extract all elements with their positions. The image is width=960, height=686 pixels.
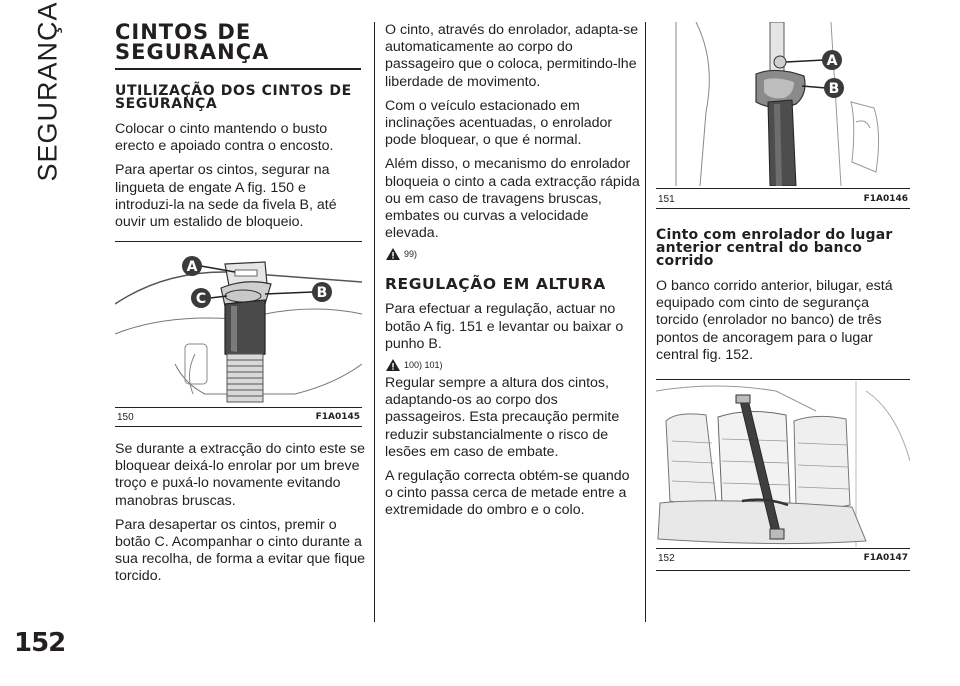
warning-note-2-ref: 100) 101) bbox=[404, 360, 443, 371]
paragraph-locking: Além disso, o mecanismo do enrolador bloqueia o cinto a cada extracção rápida ou em caso de travagens bruscas, embates ou curvas a velocidade elevada. bbox=[385, 156, 640, 242]
paragraph-extraction: Se durante a extracção do cinto este se bloquear deixá-lo enrolar por um breve troço e puxá-lo novamente evitando manobras bruscas. bbox=[115, 441, 366, 509]
paragraph-center-seat: O banco corrido anterior, bilugar, está equipado com cinto de segurança torcido (enrolador no banco) de três pontos de ancoragem para o lugar central fig. 152. bbox=[656, 278, 893, 363]
side-label-text: SEGURANÇA bbox=[32, 0, 63, 182]
column-2 bbox=[385, 22, 640, 520]
side-section-label bbox=[18, 0, 78, 182]
paragraph-height-advice: Regular sempre a altura dos cintos, adaptando-os ao corpo dos passageiros. Esta precaução permite reduzir substancialmente o risco de lesões em caso de embate. bbox=[385, 375, 620, 460]
column-1-bottom bbox=[115, 441, 367, 586]
paragraph-correct-position: A regulação correcta obtém-se quando o cinto passa cerca de metade entre a extremidade do ombro e o colo. bbox=[385, 468, 630, 519]
warning-note-2 bbox=[385, 358, 640, 372]
column-1 bbox=[115, 22, 365, 231]
figure-151 bbox=[656, 22, 910, 209]
bench-seat-illustration bbox=[656, 381, 910, 547]
column-divider-2 bbox=[645, 22, 646, 622]
paragraph-retractor: O cinto, através do enrolador, adapta-se automaticamente ao corpo do passageiro que o coloca, permitindo-lhe liberdade de movimento. bbox=[385, 22, 639, 90]
figure-152 bbox=[656, 379, 910, 571]
figure-150-code: F1A0145 bbox=[315, 412, 360, 422]
column-divider-1 bbox=[374, 22, 375, 622]
paragraph-slope: Com o veículo estacionado em inclinações acentuadas, o enrolador pode bloquear, o que é normal. bbox=[385, 97, 613, 149]
title-line-1: CINTOS DE bbox=[115, 20, 252, 44]
subsection-title-center-belt: Cinto com enrolador do lugar anterior central do banco corrido bbox=[656, 227, 893, 269]
figure-151-code: F1A0146 bbox=[863, 194, 908, 204]
figure-150-number: 150 bbox=[117, 412, 134, 423]
fig151-label-b: B bbox=[828, 81, 840, 97]
warning-triangle-icon bbox=[385, 247, 401, 261]
fig150-label-b: B bbox=[316, 285, 328, 301]
figure-152-number: 152 bbox=[658, 553, 675, 564]
figure-150 bbox=[115, 241, 362, 427]
paragraph-adjust-button: Para efectuar a regulação, actuar no botão A fig. 151 e levantar ou baixar o punho B. bbox=[385, 301, 624, 352]
fig150-label-a: A bbox=[186, 259, 198, 275]
fig150-label-c: C bbox=[195, 291, 207, 307]
warning-triangle-icon bbox=[385, 358, 401, 372]
fig151-label-a: A bbox=[826, 53, 838, 69]
page-number: 152 bbox=[14, 628, 66, 658]
section-title-height-adjust: REGULAÇÃO EM ALTURA bbox=[385, 275, 606, 294]
figure-151-number: 151 bbox=[658, 194, 675, 205]
column-3-text bbox=[656, 229, 912, 364]
figure-152-code: F1A0147 bbox=[863, 553, 908, 563]
page-title bbox=[115, 22, 361, 70]
buckle-illustration bbox=[115, 244, 362, 409]
paragraph-unfastening: Para desapertar os cintos, premir o botão C. Acompanhar o cinto durante a sua recolha, de forma a evitar que fique torcido. bbox=[115, 516, 366, 585]
section-title-usage: UTILIZAÇÃO DOS CINTOS DE SEGURANÇA bbox=[115, 83, 352, 112]
warning-note-1 bbox=[385, 247, 640, 261]
title-line-2: SEGURANÇA bbox=[115, 40, 270, 64]
paragraph-fastening: Para apertar os cintos, segurar na lingueta de engate A fig. 150 e introduzi-la na sede da fivela B, até ouvir um estalido de bloqueio. bbox=[115, 162, 337, 231]
warning-note-1-ref: 99) bbox=[404, 249, 418, 260]
height-adjuster-illustration bbox=[656, 22, 910, 186]
paragraph-posture: Colocar o cinto mantendo o busto erecto e apoiado contra o encosto. bbox=[115, 121, 334, 155]
